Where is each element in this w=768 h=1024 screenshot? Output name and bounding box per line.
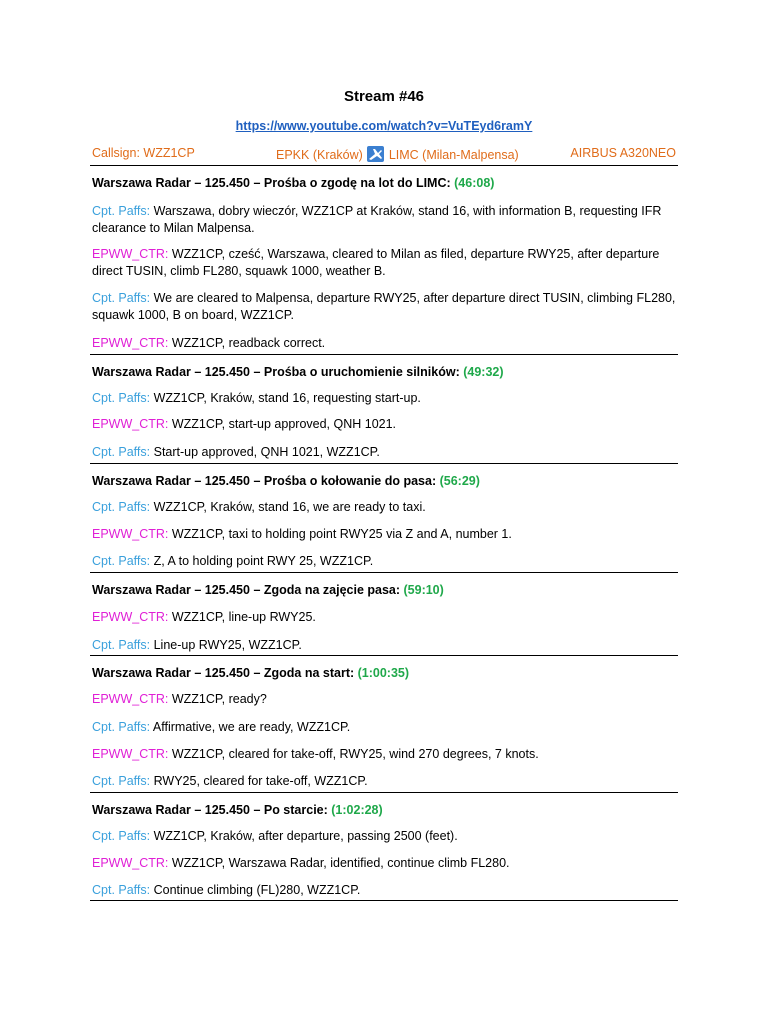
- transcript-line: [92, 526, 676, 543]
- transcript-line: [92, 828, 676, 845]
- pilot-speaker: Cpt. Paffs:: [92, 445, 154, 459]
- section-heading: [92, 665, 676, 682]
- transcript-line: [92, 290, 676, 324]
- transcript-text: We are cleared to Malpensa, departure RWY25, after departure direct TUSIN, climbing FL280, squawk 1000, B on board, WZZ1CP.: [92, 291, 676, 322]
- transcript-text: WZZ1CP, Warszawa Radar, identified, continue climb FL280.: [171, 856, 510, 870]
- timestamp: (59:10): [403, 583, 444, 597]
- timestamp: (56:29): [439, 474, 480, 488]
- section-divider: [90, 900, 678, 901]
- section-heading-text: Warszawa Radar – 125.450 – Prośba o kołowanie do pasa:: [92, 474, 440, 488]
- transcript-text: WZZ1CP, Kraków, after departure, passing 2500 (feet).: [153, 829, 458, 843]
- section-heading-text: Warszawa Radar – 125.450 – Po starcie:: [92, 803, 332, 817]
- pilot-speaker: Cpt. Paffs:: [92, 554, 154, 568]
- pilot-speaker: Cpt. Paffs:: [92, 291, 154, 305]
- transcript-line: [92, 746, 676, 763]
- section-divider: [90, 354, 678, 355]
- pilot-speaker: Cpt. Paffs:: [92, 720, 153, 734]
- timestamp: (1:00:35): [357, 666, 410, 680]
- callsign-label: Callsign: WZZ1CP: [92, 146, 195, 160]
- section-heading-text: Warszawa Radar – 125.450 – Prośba o uruchomienie silników:: [92, 365, 464, 379]
- atc-speaker: EPWW_CTR:: [92, 692, 172, 706]
- transcript-line: [92, 609, 676, 626]
- section-heading-text: Warszawa Radar – 125.450 – Zgoda na zajęcie pasa:: [92, 583, 404, 597]
- transcript-text: Line-up RWY25, WZZ1CP.: [153, 638, 302, 652]
- section-divider: [90, 463, 678, 464]
- transcript-text: Z, A to holding point RWY 25, WZZ1CP.: [153, 554, 374, 568]
- transcript-line: [92, 773, 676, 790]
- transcript-text: Continue climbing (FL)280, WZZ1CP.: [153, 883, 361, 897]
- timestamp: (1:02:28): [331, 803, 383, 817]
- atc-speaker: EPWW_CTR:: [92, 417, 172, 431]
- section-divider: [90, 655, 678, 656]
- flight-header: [90, 146, 678, 166]
- transcript-line: [92, 246, 676, 280]
- transcript-text: WZZ1CP, readback correct.: [171, 336, 326, 350]
- pilot-speaker: Cpt. Paffs:: [92, 638, 154, 652]
- section-divider: [90, 792, 678, 793]
- route-label: [276, 146, 519, 162]
- pilot-speaker: Cpt. Paffs:: [92, 391, 154, 405]
- atc-speaker: EPWW_CTR:: [92, 527, 172, 541]
- section-heading: [92, 802, 676, 819]
- atc-speaker: EPWW_CTR:: [92, 247, 172, 261]
- transcript-text: WZZ1CP, taxi to holding point RWY25 via Z and A, number 1.: [171, 527, 512, 541]
- section-divider: [90, 165, 678, 166]
- transcript-line: [92, 855, 676, 872]
- transcript-text: WZZ1CP, Kraków, stand 16, we are ready to taxi.: [153, 500, 426, 514]
- transcript-line: [92, 444, 676, 461]
- transcript-line: [92, 553, 676, 570]
- section-heading: [92, 364, 676, 381]
- transcript-line: [92, 719, 676, 736]
- atc-speaker: EPWW_CTR:: [92, 856, 172, 870]
- transcript-text: WZZ1CP, line-up RWY25.: [171, 610, 316, 624]
- transcript-line: [92, 203, 676, 237]
- section-divider: [90, 572, 678, 573]
- transcript-text: WZZ1CP, Kraków, stand 16, requesting start-up.: [153, 391, 421, 405]
- timestamp: (46:08): [454, 176, 495, 190]
- timestamp: (49:32): [463, 365, 504, 379]
- transcript-line: [92, 335, 676, 352]
- pilot-speaker: Cpt. Paffs:: [92, 204, 154, 218]
- transcript-line: [92, 691, 676, 708]
- atc-speaker: EPWW_CTR:: [92, 747, 172, 761]
- transcript-text: WZZ1CP, start-up approved, QNH 1021.: [171, 417, 397, 431]
- aircraft-label: AIRBUS A320NEO: [570, 146, 676, 160]
- atc-speaker: EPWW_CTR:: [92, 610, 172, 624]
- section-heading: [92, 582, 676, 599]
- transcript-line: [92, 882, 676, 899]
- section-heading: [92, 473, 676, 490]
- pilot-speaker: Cpt. Paffs:: [92, 500, 154, 514]
- transcript-text: WZZ1CP, ready?: [171, 692, 267, 706]
- pilot-speaker: Cpt. Paffs:: [92, 883, 154, 897]
- pilot-speaker: Cpt. Paffs:: [92, 829, 154, 843]
- section-heading-text: Warszawa Radar – 125.450 – Zgoda na start:: [92, 666, 358, 680]
- section-heading: [92, 175, 676, 192]
- section-heading-text: Warszawa Radar – 125.450 – Prośba o zgodę na lot do LIMC:: [92, 176, 455, 190]
- transcript-text: Warszawa, dobry wieczór, WZZ1CP at Kraków, stand 16, with information B, requesting IFR clearance to Milan Malpensa.: [92, 204, 662, 235]
- airplane-icon: [367, 146, 384, 162]
- youtube-link[interactable]: https://www.youtube.com/watch?v=VuTEyd6ramY: [235, 119, 533, 133]
- page-title: Stream #46: [343, 88, 425, 105]
- transcript-line: [92, 499, 676, 516]
- transcript-text: WZZ1CP, cleared for take-off, RWY25, wind 270 degrees, 7 knots.: [171, 747, 539, 761]
- origin-label: EPKK (Kraków): [276, 148, 363, 162]
- destination-label: LIMC (Milan-Malpensa): [388, 148, 519, 162]
- atc-speaker: EPWW_CTR:: [92, 336, 172, 350]
- pilot-speaker: Cpt. Paffs:: [92, 774, 154, 788]
- transcript-text: Start-up approved, QNH 1021, WZZ1CP.: [153, 445, 380, 459]
- transcript-text: Affirmative, we are ready, WZZ1CP.: [152, 720, 351, 734]
- transcript-line: [92, 637, 676, 654]
- transcript-line: [92, 416, 676, 433]
- transcript-line: [92, 390, 676, 407]
- transcript-text: WZZ1CP, cześć, Warszawa, cleared to Milan as filed, departure RWY25, after departure direct TUSIN, climb FL280, squawk 1000, weather B.: [92, 247, 660, 278]
- transcript-text: RWY25, cleared for take-off, WZZ1CP.: [153, 774, 368, 788]
